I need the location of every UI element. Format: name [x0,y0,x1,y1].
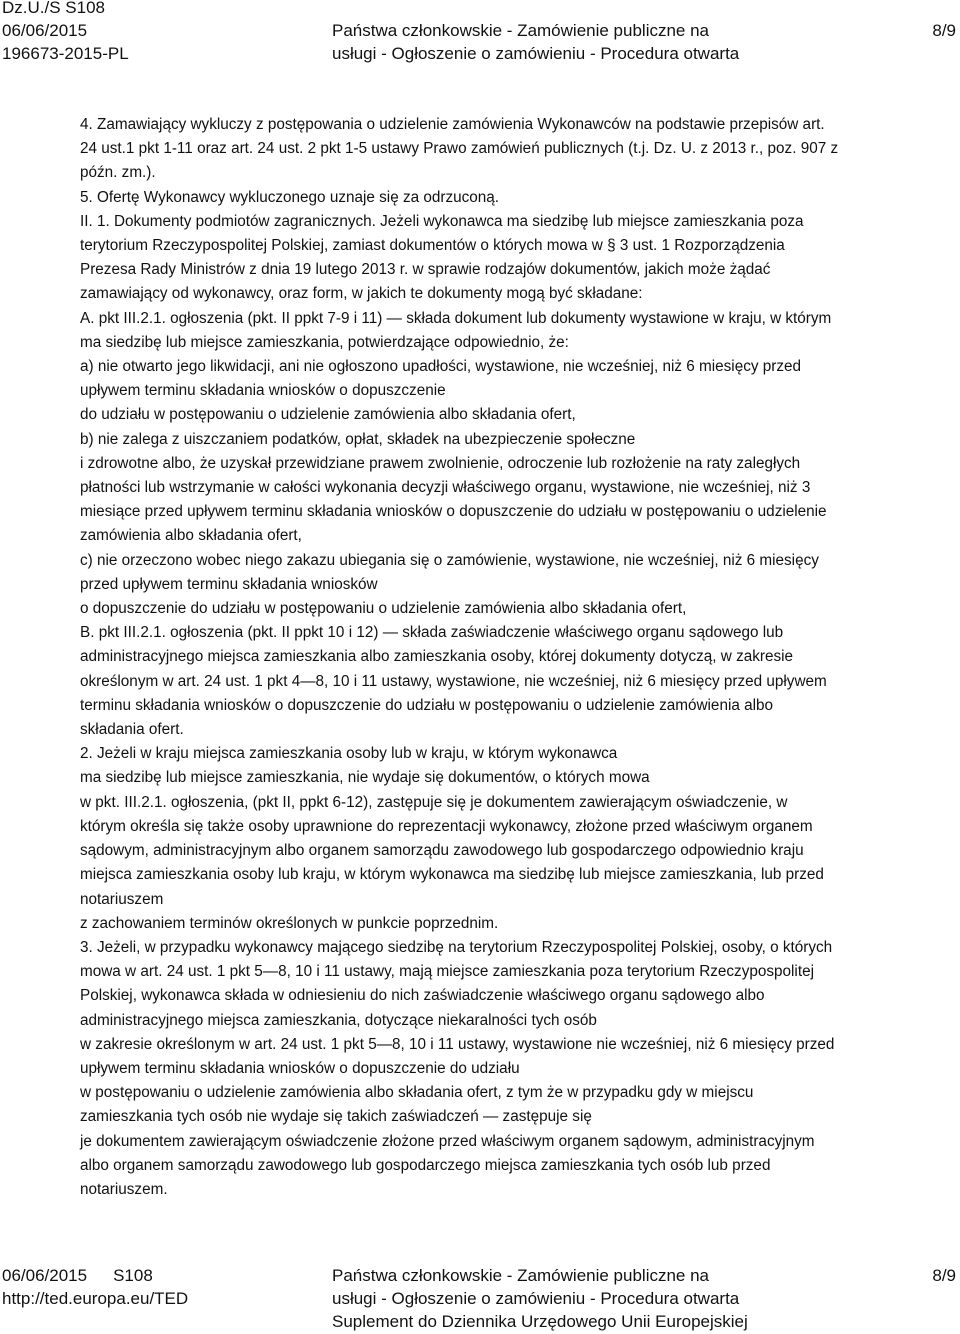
header-left-block [2,0,129,65]
footer-date: 06/06/2015 [2,1266,88,1285]
body-line: B. pkt III.2.1. ogłoszenia (pkt. II ppkt 10 i 12) — składa zaświadczenie właściwego organu sądowego lub [80,624,784,642]
body-line: terytorium Rzeczypospolitej Polskiej, zamiast dokumentów o których mowa w § 3 ust. 1 Rozporządzenia [80,237,785,255]
body-line: c) nie orzeczono wobec niego zakazu ubiegania się o zamówienie, wystawione, nie wcześniej, niż 6 miesięcy [80,551,819,569]
body-line: do udziału w postępowaniu o udzielenie zamówienia albo składania ofert, [80,406,576,424]
body-line: w pkt. III.2.1. ogłoszenia, (pkt II, ppkt 6-12), zastępuje się je dokumentem zawierającym oświadczenie, w [80,793,788,811]
body-line: przed upływem terminu składania wniosków [80,575,378,593]
body-line: ma siedzibę lub miejsce zamieszkania, potwierdzające odpowiednio, że: [80,333,569,351]
footer-title-line-1: Państwa członkowskie - Zamówienie publiczne na [332,1266,710,1285]
body-line: mowa w art. 24 ust. 1 pkt 5—8, 10 i 11 ustawy, mają miejsce zamieszkania poza terytorium Rzeczypospolitej [80,963,814,981]
body-line: składania ofert. [80,721,184,739]
body-line: w zakresie określonym w art. 24 ust. 1 pkt 5—8, 10 i 11 ustawy, wystawione nie wcześniej, niż 6 miesięcy przed [80,1035,835,1053]
footer-title-line-2: usługi - Ogłoszenie o zamówieniu - Procedura otwarta [332,1289,740,1308]
body-line: którym określa się także osoby uprawnione do reprezentacji wykonawcy, złożone przed właściwym organem [80,817,813,835]
body-line: o dopuszczenie do udziału w postępowaniu o udzielenie zamówienia albo składania ofert, [80,600,687,618]
body-line: 4. Zamawiający wykluczy z postępowania o udzielenie zamówienia Wykonawców na podstawie przepisów art. [80,116,825,133]
body-line: miesiące przed upływem terminu składania wniosków o dopuszczenie do udziału w postępowaniu o udzielenie [80,503,827,521]
footer-left-block [2,1264,188,1310]
body-line: późn. zm.). [80,164,156,182]
footer-title-line-3: Suplement do Dziennika Urzędowego Unii Europejskiej [332,1312,748,1331]
body-line: administracyjnego miejsca zamieszkania albo zamieszkania osoby, której dokumenty dotyczą, w zakresie [80,648,794,666]
body-line: administracyjnego miejsca zamieszkania, dotyczące niekaralności tych osób [80,1011,597,1029]
footer-url[interactable]: http://ted.europa.eu/TED [2,1289,189,1308]
page-footer [0,1262,960,1334]
body-line: i zdrowotne albo, że uzyskał przewidziane prawem zwolnienie, odroczenie lub rozłożenie na raty zaległych [80,454,801,472]
body-line: miejsca zamieszkania osoby lub kraju, w którym wykonawca ma siedzibę lub miejsce zamieszkania, lub przed [80,866,824,884]
body-line: z zachowaniem terminów określonych w punkcie poprzednim. [80,914,499,932]
body-line: albo organem samorządu zawodowego lub gospodarczego miejsca zamieszkania tych osób lub przed [80,1156,771,1174]
footer-title-block [332,1264,748,1333]
page-header [0,0,960,80]
header-page-label: 8/9 [932,21,956,40]
body-line: Prezesa Rady Ministrów z dnia 19 lutego 2013 r. w sprawie rodzajów dokumentów, jakich może żądać [80,261,771,279]
body-line: zamieszkania tych osób nie wydaje się takich zaświadczeń — zastępuje się [80,1108,592,1126]
body-line: ma siedzibę lub miejsce zamieszkania, nie wydaje się dokumentów, o których mowa [80,769,650,787]
body-line: 24 ust.1 pkt 1-11 oraz art. 24 ust. 2 pkt 1-5 ustawy Prawo zamówień publicznych (t.j. Dz. U. z 2013 r., poz. 907 z [80,140,839,158]
body-line: 3. Jeżeli, w przypadku wykonawcy mającego siedzibę na terytorium Rzeczypospolitej Polskiej, osoby, o których [80,938,833,956]
body-line: w postępowaniu o udzielenie zamówienia albo składania ofert, z tym że w przypadku gdy w miejscu [80,1084,754,1102]
body-line: A. pkt III.2.1. ogłoszenia (pkt. II ppkt 7-9 i 11) — składa dokument lub dokumenty wystawione w kraju, w którym [80,309,832,327]
body-line: je dokumentem zawierającym oświadczenie złożone przed właściwym organem sądowym, administracyjnym [80,1132,815,1150]
body-line: określonym w art. 24 ust. 1 pkt 4—8, 10 i 11 ustawy, wystawione, nie wcześniej, niż 6 miesięcy przed upływem [80,672,827,690]
header-date: 06/06/2015 [2,21,88,40]
header-title-line-1: Państwa członkowskie - Zamówienie publiczne na [332,21,710,40]
body-line: a) nie otwarto jego likwidacji, ani nie ogłoszono upadłości, wystawione, nie wcześniej, niż 6 miesięcy przed [80,358,802,376]
body-line: sądowym, administracyjnym albo organem samorządu zawodowego lub gospodarczego odpowiednio kraju [80,842,804,860]
body-line: terminu składania wniosków o dopuszczenie do udziału w postępowaniu o udzielenie zamówienia albo [80,696,774,714]
header-page-number [932,19,956,42]
body-line: notariuszem. [80,1180,168,1198]
footer-page-label: 8/9 [932,1266,956,1285]
body-line: Polskiej, wykonawca składa w odniesieniu do nich zaświadczenie właściwego organu sądowego albo [80,987,765,1005]
body-line: II. 1. Dokumenty podmiotów zagranicznych. Jeżeli wykonawca ma siedzibę lub miejsce zamieszkania poza [80,212,804,230]
body-line: zamawiający od wykonawcy, oraz form, w jakich te dokumenty mogą być składane: [80,285,643,303]
body-line: upływem terminu składania wniosków o dopuszczenie [80,382,446,400]
header-title-block [332,19,739,65]
body-line: b) nie zalega z uiszczaniem podatków, opłat, składek na ubezpieczenie społeczne [80,430,636,448]
header-notice-id: 196673-2015-PL [2,44,129,63]
body-line: 2. Jeżeli w kraju miejsca zamieszkania osoby lub w kraju, w którym wykonawca [80,745,618,763]
header-ref: Dz.U./S S108 [2,0,105,17]
body-line: upływem terminu składania wniosków o dopuszczenie do udziału [80,1059,520,1077]
document-body [80,113,942,1202]
body-line: płatności lub wstrzymanie w całości wykonania decyzji właściwego organu, wystawione, nie wcześniej, niż 3 [80,479,811,497]
header-title-line-2: usługi - Ogłoszenie o zamówieniu - Procedura otwarta [332,44,740,63]
body-line: 5. Ofertę Wykonawcy wykluczonego uznaje się za odrzuconą. [80,188,500,206]
body-line: zamówienia albo składania ofert, [80,527,302,545]
footer-series: S108 [113,1266,153,1285]
footer-page-number [932,1264,956,1287]
body-line: notariuszem [80,890,164,908]
